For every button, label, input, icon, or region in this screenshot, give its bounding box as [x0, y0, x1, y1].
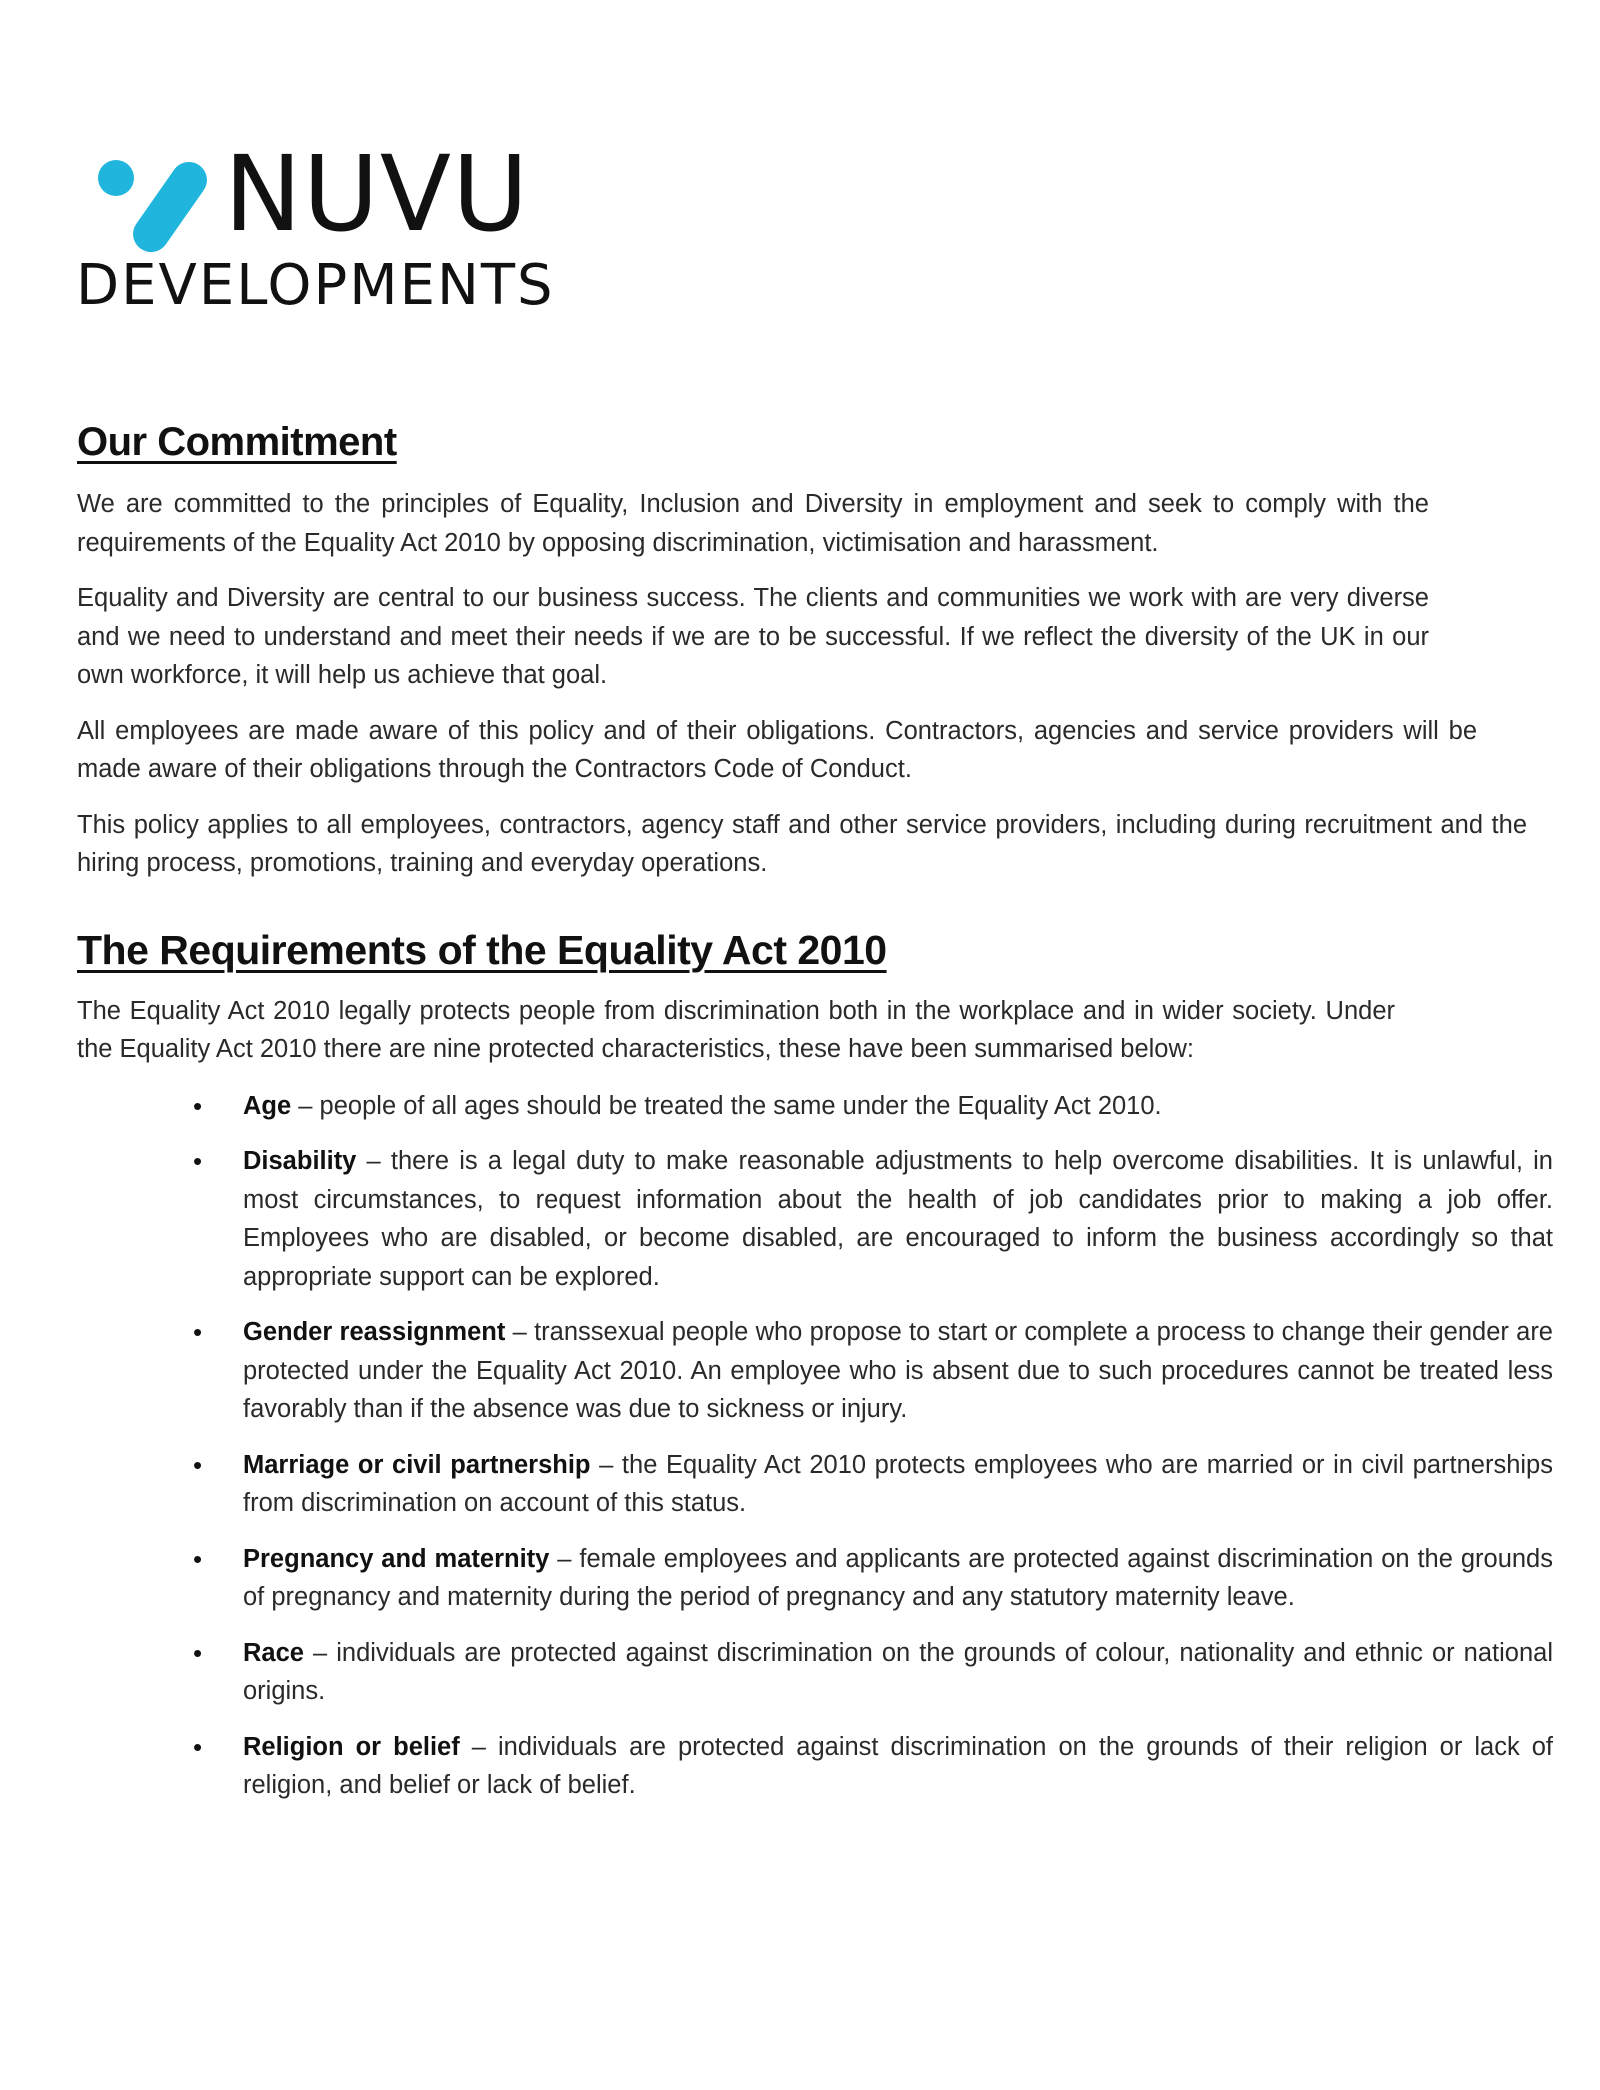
list-item: [193, 1313, 1553, 1429]
characteristic-description: female employees and applicants are protected against discrimination on the grounds of pregnancy and maternity during the period of pregnancy and any statutory maternity leave.: [243, 1544, 1553, 1611]
list-item: [193, 1728, 1553, 1805]
commitment-paragraph: We are committed to the principles of Equality, Inclusion and Diversity in employment and seek to comply with the requirements of the Equality Act 2010 by opposing discrimination, victimisation and harassment.: [77, 490, 1429, 557]
list-item: [193, 1634, 1553, 1711]
bullet-icon: •: [193, 1090, 203, 1121]
characteristic-description: individuals are protected against discrimination on the grounds of colour, nationality and ethnic or national origins.: [243, 1638, 1553, 1705]
document-body: [77, 420, 1553, 1822]
characteristic-description: transsexual people who propose to start or complete a process to change their gender are protected under the Equality Act 2010. An employee who is absent due to such procedures cannot be treated less favorably than if the absence was due to sickness or injury.: [243, 1318, 1553, 1423]
bullet-icon: •: [193, 1731, 203, 1762]
company-logo: [76, 133, 576, 320]
bullet-icon: •: [193, 1637, 203, 1668]
separator: –: [590, 1450, 622, 1479]
logo-dot-icon: [98, 160, 134, 196]
logo-slash-icon: [126, 155, 214, 259]
list-item: [193, 1540, 1553, 1617]
bullet-icon: •: [193, 1146, 203, 1176]
logo-subtitle: DEVELOPMENTS: [76, 253, 555, 318]
separator: –: [291, 1091, 320, 1120]
characteristic-term: Gender reassignment: [243, 1318, 506, 1346]
commitment-section: [77, 420, 1527, 883]
bullet-icon: •: [193, 1317, 203, 1347]
separator: –: [505, 1318, 535, 1346]
characteristic-term: Disability: [243, 1147, 357, 1175]
list-item: [193, 1446, 1553, 1523]
separator: –: [459, 1732, 498, 1761]
list-item: [193, 1142, 1553, 1296]
requirements-section: [77, 926, 1553, 1805]
requirements-intro: The Equality Act 2010 legally protects people from discrimination both in the workplace and in wider society. Under the Equality Act 2010 there are nine protected characteristics, these have been summarised below:: [77, 996, 1395, 1063]
characteristic-term: Age: [243, 1091, 292, 1120]
requirements-heading: The Requirements of the Equality Act 2010: [77, 926, 887, 973]
commitment-paragraph: This policy applies to all employees, contractors, agency staff and other service providers, including during recruitment and the hiring process, promotions, training and everyday operations.: [77, 810, 1527, 877]
separator: –: [356, 1147, 391, 1175]
logo-brand-name: NUVU: [224, 133, 530, 255]
bullet-icon: •: [193, 1449, 203, 1480]
separator: –: [303, 1638, 337, 1667]
characteristic-term: Religion or belief: [243, 1732, 460, 1761]
characteristic-description: individuals are protected against discrimination on the grounds of their religion or lack of religion, and belief or lack of belief.: [243, 1732, 1553, 1799]
characteristic-term: Pregnancy and maternity: [243, 1544, 550, 1573]
commitment-heading: Our Commitment: [77, 420, 397, 464]
separator: –: [549, 1544, 580, 1573]
commitment-paragraph: Equality and Diversity are central to our business success. The clients and communities we work with are very diverse and we need to understand and meet their needs if we are to be successful. If we reflect the diversity of the UK in our own workforce, it will help us achieve that goal.: [77, 584, 1429, 689]
characteristic-description: there is a legal duty to make reasonable adjustments to help overcome disabilities. It is unlawful, in most circumstances, to request information about the health of job candidates prior to making a job offer. Employees who are disabled, or become disabled, are encouraged to inform the business accordingly so that appropriate support can be explored.: [243, 1147, 1553, 1291]
protected-characteristics-list: [77, 1087, 1553, 1805]
bullet-icon: •: [193, 1543, 203, 1574]
characteristic-description: people of all ages should be treated the same under the Equality Act 2010.: [319, 1091, 1162, 1120]
commitment-paragraph: All employees are made aware of this policy and of their obligations. Contractors, agencies and service providers will be made aware of their obligations through the Contractors Code of Conduct.: [77, 716, 1477, 783]
characteristic-term: Marriage or civil partnership: [243, 1450, 591, 1479]
list-item: [193, 1087, 1553, 1126]
characteristic-description: the Equality Act 2010 protects employees who are married or in civil partnerships from discrimination on account of this status.: [243, 1450, 1553, 1517]
characteristic-term: Race: [243, 1638, 304, 1667]
